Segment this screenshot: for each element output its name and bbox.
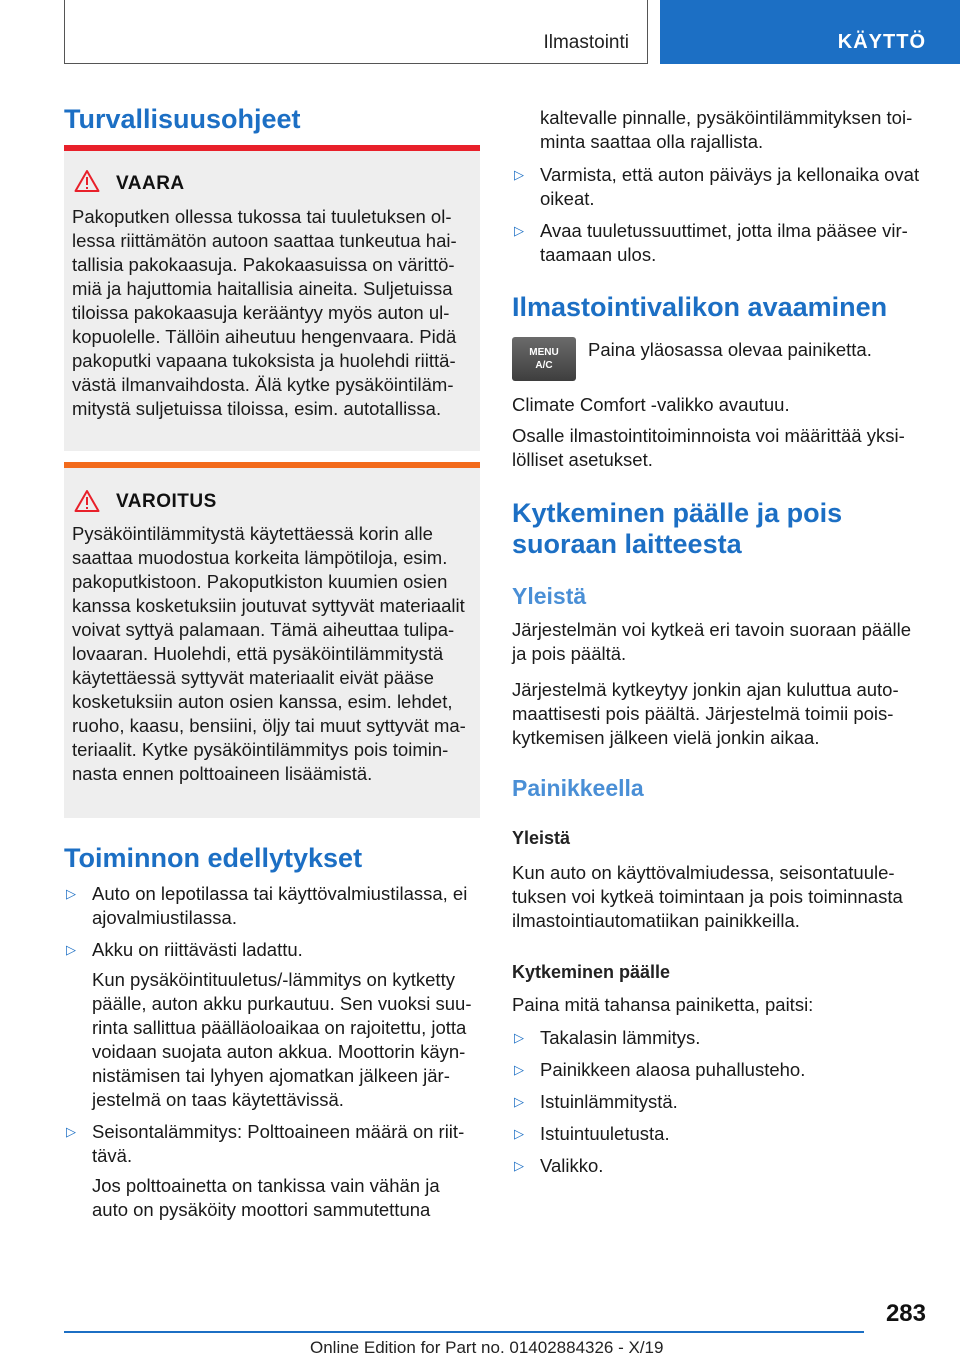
exception-text: Valikko.: [540, 1155, 604, 1176]
footer-divider: [64, 1331, 864, 1333]
menu-paragraph-2: Osalle ilmastointitoiminnoista voi määrittää yksilölliset asetukset.: [512, 425, 905, 470]
condition-note: Jos polttoainetta on tankissa vain vähän ja auto on pysäköity moottori sammutettuna: [92, 1175, 440, 1220]
list-item: [512, 1090, 930, 1114]
bullet-triangle-icon: ▷: [66, 1124, 76, 1139]
list-item: [64, 938, 480, 1112]
exceptions-list: [512, 1026, 930, 1186]
safety-title: Turvallisuusohjeet: [64, 104, 301, 134]
continued-text: kaltevalle pinnalle, pysäköintilämmityksen toiminta saattaa olla rajallista.: [540, 107, 913, 152]
list-item: [512, 1058, 930, 1082]
switch-on-text: Paina mitä tahansa painiketta, paitsi:: [512, 994, 814, 1015]
condition-note: Kun pysäköintituuletus/-lämmitys on kytketty päälle, auton akku purkautuu. Sen vuoksi suurinta sallittua päälläoloaikaa on rajoitettu, jotta voidaan suojata auton akkua. Moottorin käynnistämisen tai lyhyen ajomatkan jälkeen järjestelmä on taas käytettävissä.: [92, 969, 472, 1110]
warning-box: [64, 462, 480, 818]
list-item: [512, 1122, 930, 1146]
prereq-list: [512, 163, 930, 275]
header-section-title: Ilmastointi: [543, 32, 629, 53]
buttons-general-title: Yleistä: [512, 828, 571, 848]
menu-paragraph-1: Climate Comfort -valikko avautuu.: [512, 394, 790, 415]
menu-instruction: Paina yläosassa olevaa painiketta.: [588, 339, 872, 360]
exception-text: Istuinlämmitystä.: [540, 1091, 678, 1112]
warning-label: VAROITUS: [116, 491, 217, 512]
general-paragraph-1: Järjestelmän voi kytkeä eri tavoin suoraan päälle ja pois päältä.: [512, 619, 911, 664]
bullet-triangle-icon: ▷: [514, 223, 524, 238]
bullet-triangle-icon: ▷: [514, 1126, 524, 1141]
condition-text: Akku on riittävästi ladattu.: [92, 939, 303, 960]
condition-text: Seisontalämmitys: Polttoaineen määrä on riittävä.: [92, 1121, 465, 1166]
exception-text: Takalasin lämmitys.: [540, 1027, 701, 1048]
header-chapter-label: KÄYTTÖ: [837, 31, 926, 53]
list-item: [512, 1026, 930, 1050]
menu-button-line1: MENU: [529, 347, 559, 358]
switch-on-title: Kytkeminen päälle: [512, 962, 671, 982]
switch-title: Kytkeminen päälle ja pois suoraan laitteesta: [512, 498, 843, 559]
buttons-title: Painikkeella: [512, 775, 644, 801]
general-title: Yleistä: [512, 583, 587, 609]
exception-text: Istuintuuletusta.: [540, 1123, 670, 1144]
header-section-box: [64, 0, 648, 64]
exception-text: Painikkeen alaosa puhallusteho.: [540, 1059, 806, 1080]
page-number: 283: [885, 1300, 926, 1327]
buttons-general-text: Kun auto on käyttövalmiudessa, seisontatuuletuksen voi kytkeä toimintaan ja pois toiminnasta ilmastointiautomatiikan painikkeilla.: [512, 862, 903, 931]
conditions-list: [64, 882, 480, 1230]
list-item: [512, 163, 930, 211]
condition-text: Auto on lepotilassa tai käyttövalmiustilassa, ei ajovalmiustilassa.: [92, 883, 468, 928]
danger-label: VAARA: [116, 173, 185, 194]
list-item: [64, 1120, 480, 1222]
footer-edition: Online Edition for Part no. 01402884326 - X/19: [310, 1338, 664, 1357]
prereq-text: Varmista, että auton päiväys ja kellonaika ovat oikeat.: [540, 164, 920, 209]
list-item: [64, 882, 480, 930]
bullet-triangle-icon: ▷: [514, 1094, 524, 1109]
warning-triangle-icon: [74, 489, 100, 513]
danger-text: Pakoputken ollessa tukossa tai tuuletuksen ollessa riittämätön autoon saattaa tunkeutua haitallisia pakokaasuja. Pakokaasuissa on värittömiä ja hajuttomia haitallisia aineita. Suljetuissa tiloissa pakokaasuja kerääntyy myös auton ulkopuolelle. Tällöin aiheutuu hengenvaara. Pidä pakoputki vapaana tukoksista ja huolehdi riittävästä ilmanvaihdosta. Älä kytke pysäköintilämmitystä suljetuissa tiloissa, esim. autotallissa.: [72, 206, 457, 419]
prereq-text: Avaa tuuletussuuttimet, jotta ilma pääsee virtaamaan ulos.: [540, 220, 908, 265]
bullet-triangle-icon: ▷: [514, 1062, 524, 1077]
bullet-triangle-icon: ▷: [514, 1030, 524, 1045]
bullet-triangle-icon: ▷: [514, 1158, 524, 1173]
warning-text: Pysäköintilämmitystä käytettäessä korin alle saattaa muodostua korkeita lämpötiloja, esim. pakoputkistoon. Pakoputkiston kuumien osien kanssa kosketuksiin joutuvat syttyvät materiaalit voivat syttyä palamaan. Tämä aiheuttaa tulipalovaaran. Huolehdi, että pysäköintilämmitystä käytettäessä syttyvät materiaalit eivät pääse kosketuksiin auton osien kanssa, esim. lehdet, ruoho, kaasu, bensiini, öljy tai muut syttyvät materiaalit. Kytke pysäköintilämmitys pois toiminnasta ennen polttoaineen lisäämistä.: [72, 523, 466, 784]
general-paragraph-2: Järjestelmä kytkeytyy jonkin ajan kuluttua automaattisesti pois päältä. Järjestelmä toimii poiskytkemisen jälkeen vielä jonkin aikaa.: [512, 679, 899, 748]
list-item: [512, 219, 930, 267]
warning-triangle-icon: [74, 169, 100, 193]
danger-box: [64, 145, 480, 451]
menu-ac-button-icon: [512, 337, 576, 381]
menu-button-line2: A/C: [535, 360, 553, 371]
danger-bar: [64, 145, 480, 151]
header-chapter-tab: [660, 0, 960, 64]
conditions-title: Toiminnon edellytykset: [64, 843, 363, 873]
bullet-triangle-icon: ▷: [66, 886, 76, 901]
list-item: [512, 1154, 930, 1178]
bullet-triangle-icon: ▷: [514, 167, 524, 182]
warning-bar: [64, 462, 480, 468]
bullet-triangle-icon: ▷: [66, 942, 76, 957]
menu-title: Ilmastointivalikon avaaminen: [512, 292, 888, 322]
